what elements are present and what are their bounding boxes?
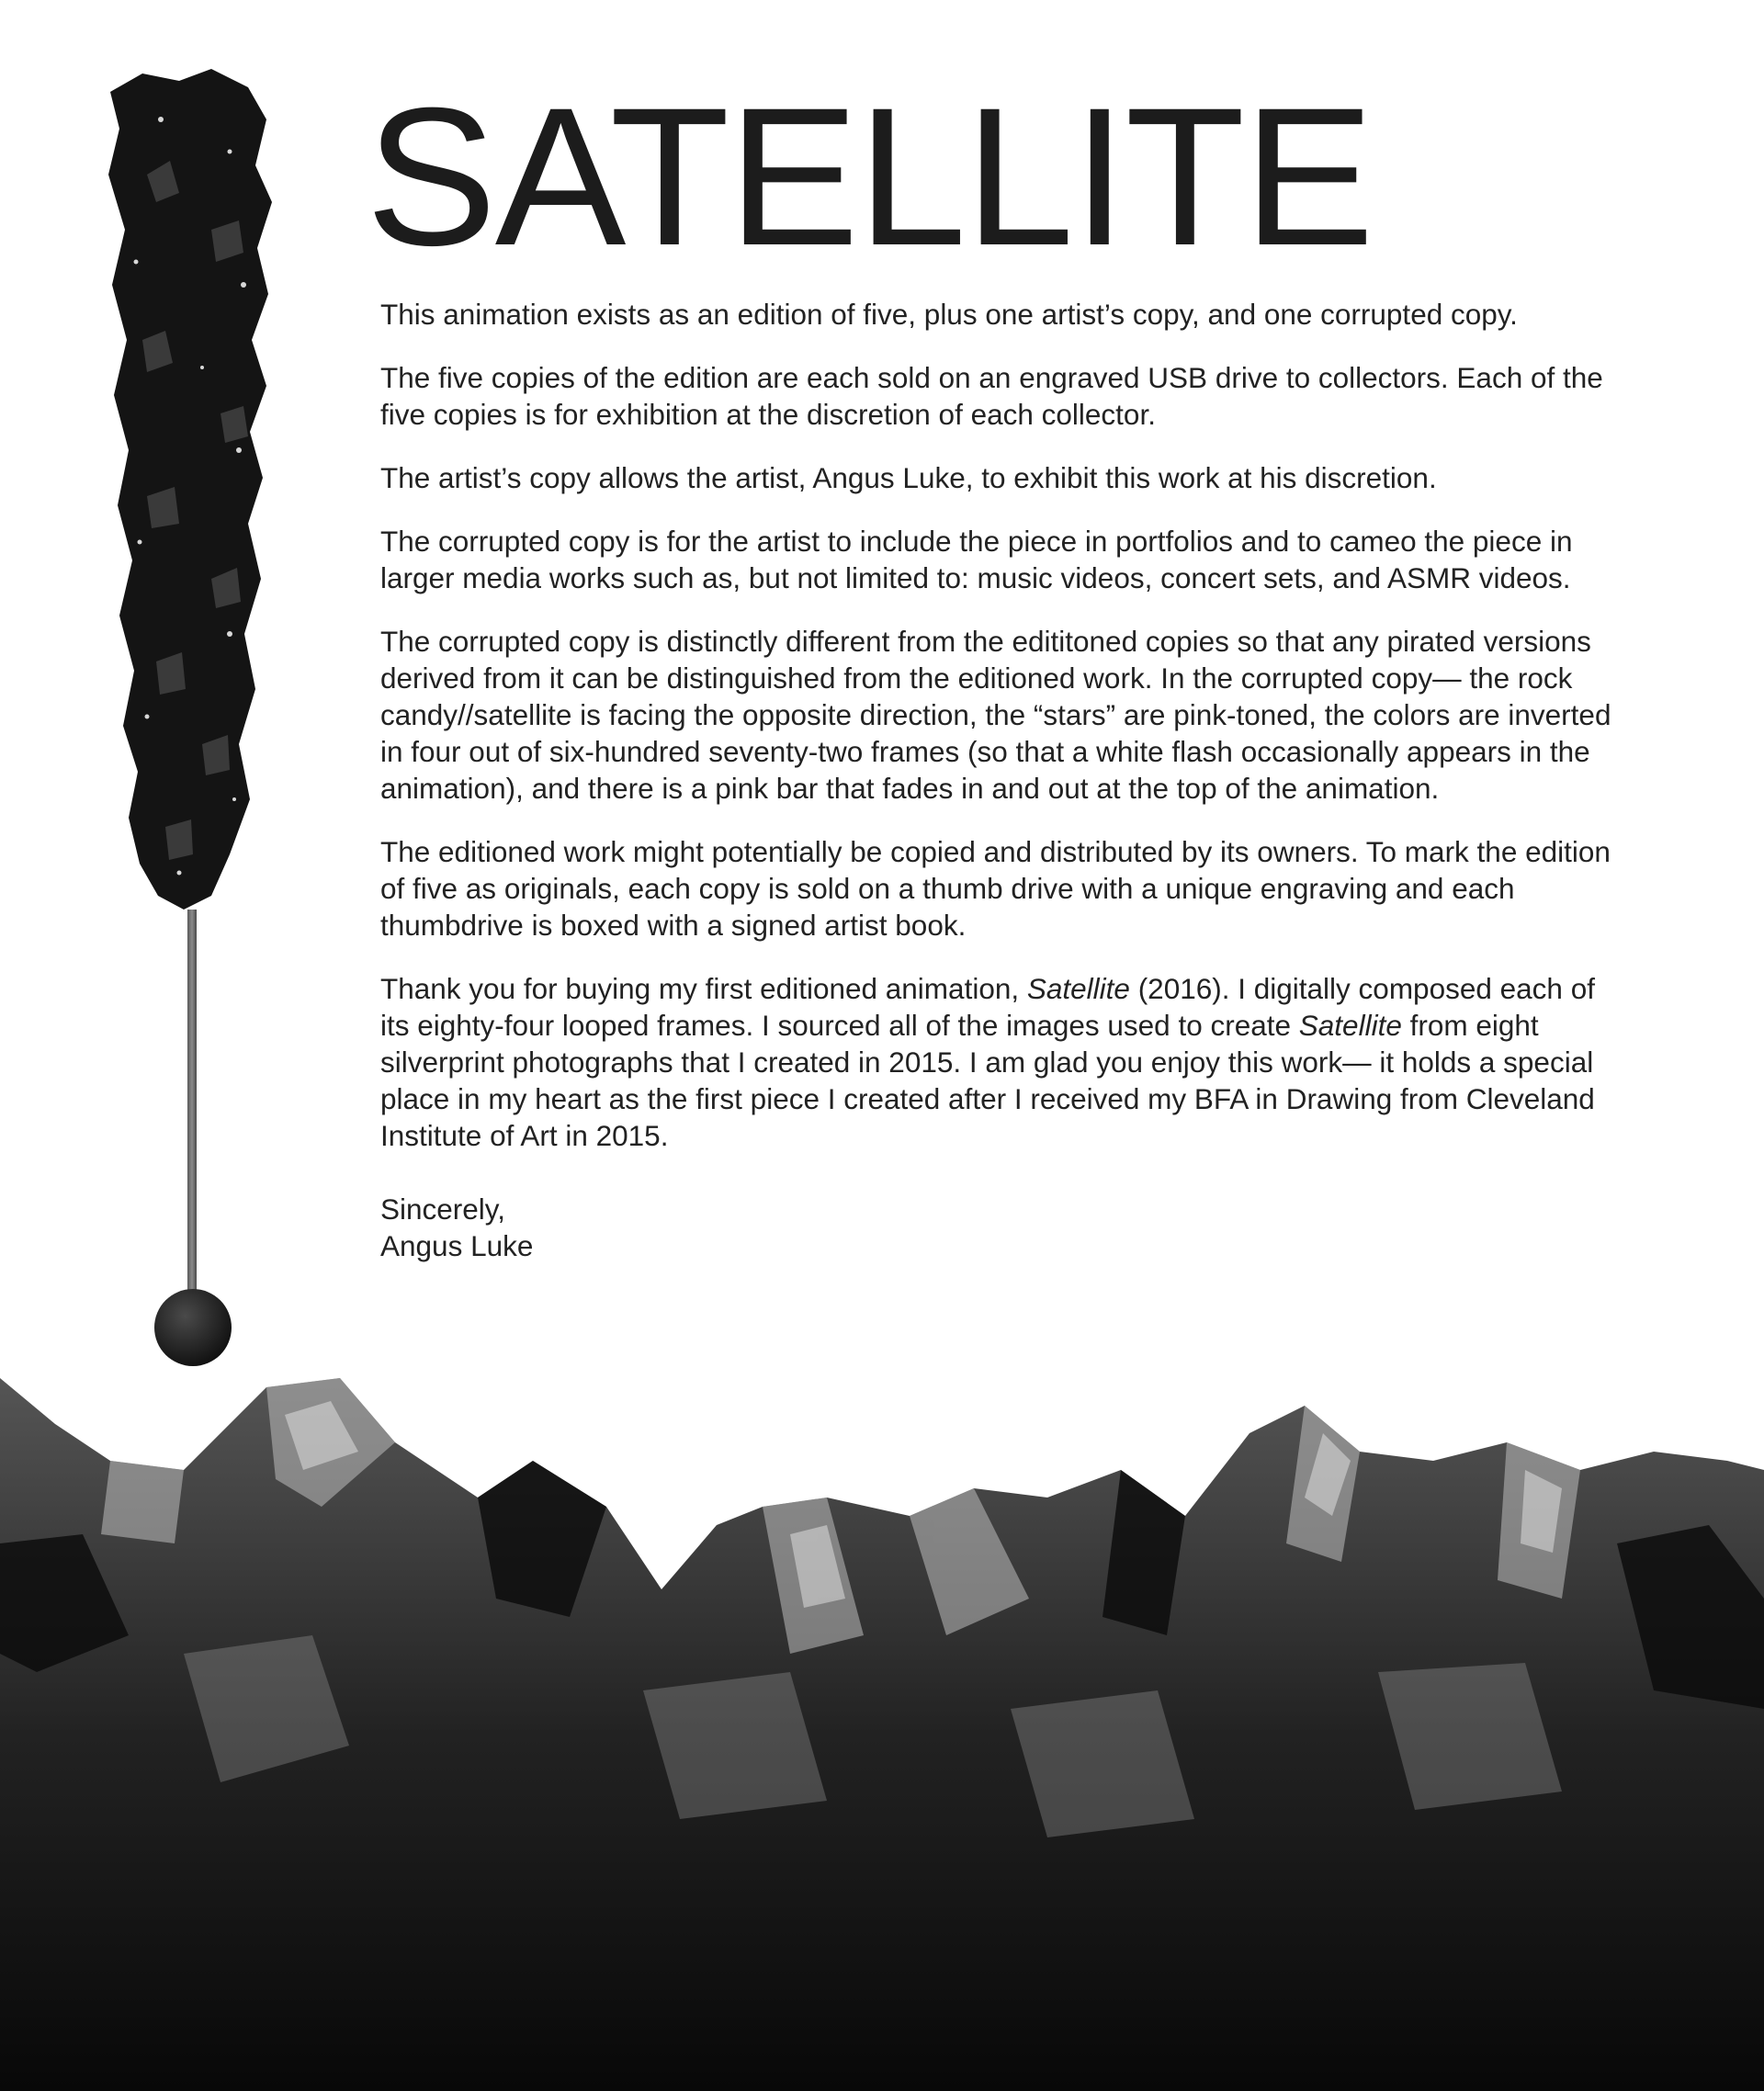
signoff bbox=[380, 1191, 1630, 1264]
paragraph-corrupted-copy-differences: The corrupted copy is distinctly different from the edititoned copies so that any pirated versions derived from it can be distinguished from the editioned work. In the corrupted copy— the rock candy//satellite is facing the opposite direction, the “stars” are pink-toned, the colors are inverted in four out of six-hundred seventy-two frames (so that a white flash occasionally appears in the animation), and there is a pink bar that fades in and out at the top of the animation. bbox=[380, 625, 1611, 805]
paragraph-edition: This animation exists as an edition of five, plus one artist’s copy, and one corrupted copy. bbox=[380, 298, 1518, 331]
rock-candy-stick-image bbox=[92, 64, 294, 1378]
thanks-text-1: Thank you for buying my first editioned animation, bbox=[380, 972, 1027, 1005]
artwork-title-italic: Satellite bbox=[1026, 972, 1130, 1005]
letter-body bbox=[380, 296, 1630, 1291]
sugar-crystals-image bbox=[0, 1360, 1764, 2091]
paragraph-thanks bbox=[380, 970, 1630, 1154]
paragraph-artists-copy: The artist’s copy allows the artist, Angus Luke, to exhibit this work at his discretion. bbox=[380, 461, 1437, 494]
artwork-title-italic: Satellite bbox=[1298, 1009, 1402, 1042]
thanks-text-2: (2016). I digitally composed each of its eighty-four looped frames. I sourced all of the images used to create bbox=[380, 972, 1595, 1042]
paragraph-corrupted-copy-use: The corrupted copy is for the artist to include the piece in portfolios and to cameo the piece in larger media works such as, but not limited to: music videos, concert sets, and ASMR videos. bbox=[380, 525, 1573, 594]
paragraph-collectors: The five copies of the edition are each sold on an engraved USB drive to collectors. Each of the five copies is for exhibition at the discretion of each collector. bbox=[380, 361, 1603, 431]
thanks-text-3: from eight silverprint photographs that I created in 2015. I am glad you enjoy this work— it holds a special place in my heart as the first piece I created after I received my BFA in Drawing from Cleveland Institute of Art in 2015. bbox=[380, 1009, 1595, 1152]
page-title: SATELLITE bbox=[366, 67, 1373, 287]
signoff-closing: Sincerely, bbox=[380, 1192, 505, 1226]
paragraph-originals: The editioned work might potentially be copied and distributed by its owners. To mark the edition of five as originals, each copy is sold on a thumb drive with a unique engraving and each thumbdrive is boxed with a signed artist book. bbox=[380, 835, 1611, 942]
signoff-name: Angus Luke bbox=[380, 1229, 534, 1262]
